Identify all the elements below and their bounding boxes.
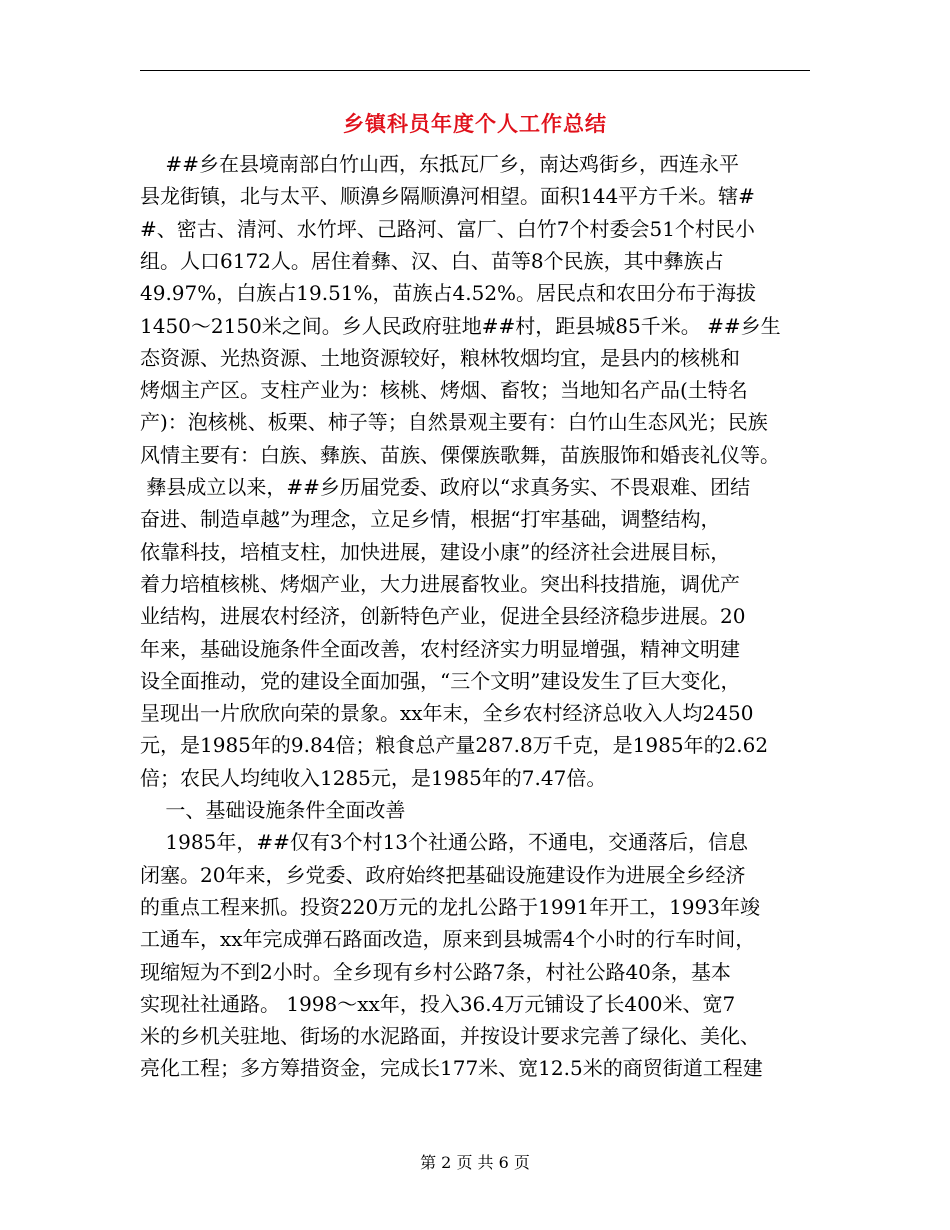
body-line: 县龙街镇，北与太平、顺濞乡隔顺濞河相望。面积144平方千米。辖# — [140, 184, 755, 209]
body-line: 现缩短为不到2小时。全乡现有乡村公路7条，村社公路40条，基本 — [140, 959, 731, 984]
body-line: 的重点工程来抓。投资220万元的龙扎公路于1991年开工，1993年竣 — [140, 894, 760, 919]
body-line: 1450～2150米之间。乡人民政府驻地##村，距县城85千米。 ##乡生 — [140, 313, 781, 338]
body-line: 风情主要有：白族、彝族、苗族、傈僳族歌舞，苗族服饰和婚丧礼仪等。 — [140, 442, 780, 467]
body-line: 烤烟主产区。支柱产业为：核桃、烤烟、畜牧；当地知名产品(土特名 — [140, 378, 748, 403]
body-line: 设全面推动，党的建设全面加强，“三个文明”建设发生了巨大变化， — [140, 668, 741, 693]
header-rule — [140, 70, 810, 71]
document-title: 乡镇科员年度个人工作总结 — [343, 112, 607, 136]
body-line: 实现社社通路。 1998～xx年，投入36.4万元铺设了长400米、宽7 — [140, 991, 736, 1016]
body-line: 一、基础设施条件全面改善 — [140, 798, 406, 822]
body-line: 着力培植核桃、烤烟产业，大力进展畜牧业。突出科技措施，调优产 — [140, 571, 740, 596]
body-line: 呈现出一片欣欣向荣的景象。xx年末，全乡农村经济总收入人均2450 — [140, 701, 754, 726]
body-line: 依靠科技，培植支柱，加快进展，建设小康”的经济社会进展目标， — [140, 539, 731, 564]
body-line: 倍；农民人均纯收入1285元，是1985年的7.47倍。 — [140, 765, 607, 790]
body-line: 工通车，xx年完成弹石路面改造，原来到县城需4个小时的行车时间， — [140, 927, 756, 952]
body-line: 组。人口6172人。居住着彝、汉、白、苗等8个民族，其中彝族占 — [140, 248, 724, 273]
body-line: 1985年，##仅有3个村13个社通公路，不通电，交通落后，信息 — [140, 830, 749, 855]
body-line: 年来，基础设施条件全面改善，农村经济实力明显增强，精神文明建 — [140, 636, 740, 661]
body-line: ##乡在县境南部白竹山西，东抵瓦厂乡，南达鸡街乡，西连永平 — [140, 152, 739, 176]
page-footer: 第 2 页 共 6 页 — [420, 1153, 530, 1172]
body-line: 奋进、制造卓越”为理念，立足乡情，根据“打牢基础，调整结构， — [140, 507, 721, 532]
body-line: 产)：泡核桃、板栗、柿子等；自然景观主要有：白竹山生态风光；民族 — [140, 410, 768, 435]
body-line: 亮化工程；多方筹措资金，完成长177米、宽12.5米的商贸街道工程建 — [140, 1056, 763, 1081]
body-line: 彝县成立以来，##乡历届党委、政府以“求真务实、不畏艰难、团结 — [140, 475, 751, 499]
body-line: 态资源、光热资源、土地资源较好，粮林牧烟均宜，是县内的核桃和 — [140, 345, 740, 370]
body-line: 元，是1985年的9.84倍；粮食总产量287.8万千克，是1985年的2.62 — [140, 733, 769, 758]
body-line: 米的乡机关驻地、街场的水泥路面，并按设计要求完善了绿化、美化、 — [140, 1024, 760, 1049]
body-line: 49.97%，白族占19.51%，苗族占4.52%。居民点和农田分布于海拔 — [140, 281, 757, 306]
body-line: 闭塞。20年来，乡党委、政府始终把基础设施建设作为进展全乡经济 — [140, 862, 746, 887]
body-line: 业结构，进展农村经济，创新特色产业，促进全县经济稳步进展。20 — [140, 604, 746, 629]
body-line: #、密古、清河、水竹坪、己路河、富厂、白竹7个村委会51个村民小 — [140, 216, 755, 241]
